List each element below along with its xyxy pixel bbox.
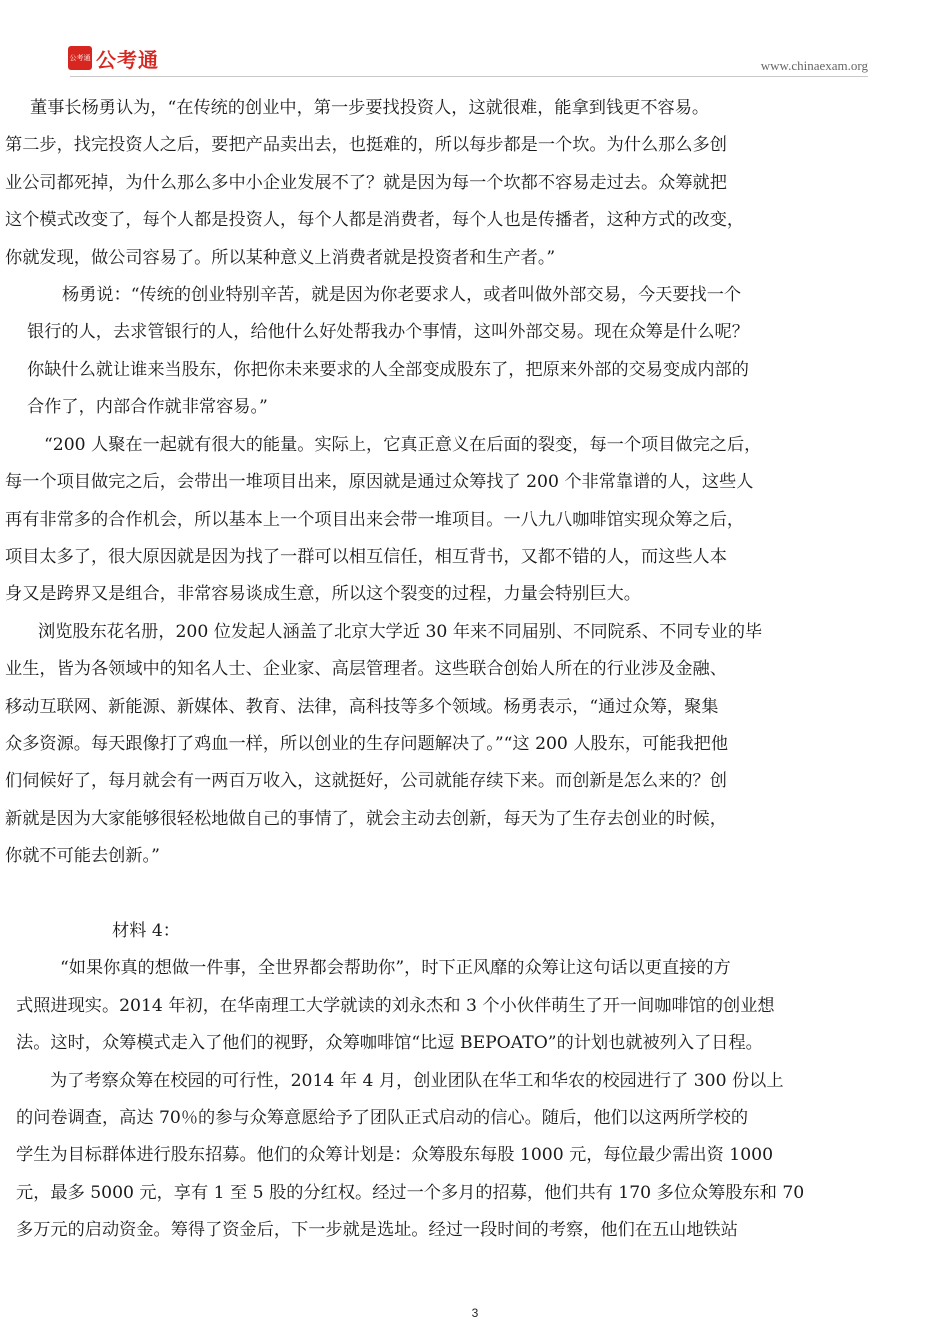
text-line: 这个模式改变了，每个人都是投资人，每个人都是消费者，每个人也是传播者，这种方式的改变， <box>5 210 745 230</box>
text-line: 银行的人，去求管银行的人，给他什么好处帮我办个事情，这叫外部交易。现在众筹是什么呢？ <box>27 322 749 342</box>
text-line: 法。这时，众筹模式走入了他们的视野，众筹咖啡馆“比逗 BEPOATO”的计划也就被列入了日程。 <box>16 1033 763 1053</box>
text-line: 的问卷调查，高达 70％的参与众筹意愿给予了团队正式启动的信心。随后，他们以这两所学校的 <box>16 1108 749 1128</box>
text-line: 多万元的启动资金。筹得了资金后，下一步就是选址。经过一段时间的考察，他们在五山地铁站 <box>16 1220 738 1240</box>
text-line: 身又是跨界又是组合，非常容易谈成生意，所以这个裂变的过程，力量会特别巨大。 <box>5 584 641 604</box>
text-line: 为了考察众筹在校园的可行性，2014 年 4 月，创业团队在华工和华农的校园进行了 300 份以上 <box>50 1071 784 1091</box>
text-line: 学生为目标群体进行股东招募。他们的众筹计划是：众筹股东每股 1000 元，每位最少需出资 1000 <box>16 1145 774 1165</box>
text-line: 你就不可能去创新。” <box>5 846 160 866</box>
text-line: 式照进现实。2014 年初，在华南理工大学就读的刘永杰和 3 个小伙伴萌生了开一间咖啡馆的创业想 <box>16 996 775 1016</box>
section-heading: 材料 4： <box>112 921 180 941</box>
text-line: 众多资源。每天跟像打了鸡血一样，所以创业的生存问题解决了。”“这 200 人股东，可能我把他 <box>5 734 729 754</box>
text-line: 再有非常多的合作机会，所以基本上一个项目出来会带一堆项目。一八九八咖啡馆实现众筹之后， <box>5 510 745 530</box>
text-line: 元，最多 5000 元，享有 1 至 5 股的分红权。经过一个多月的招募，他们共有 170 多位众筹股东和 70 <box>16 1183 805 1203</box>
text-line: 你缺什么就让谁来当股东，你把你未来要求的人全部变成股东了，把原来外部的交易变成内部的 <box>27 360 749 380</box>
logo-text: 公考通 <box>96 47 159 72</box>
header-divider <box>70 76 868 77</box>
text-line: 第二步，找完投资人之后，要把产品卖出去，也挺难的，所以每步都是一个坎。为什么那么多创 <box>5 135 727 155</box>
text-line: 合作了，内部合作就非常容易。” <box>27 397 268 417</box>
text-line: 每一个项目做完之后，会带出一堆项目出来，原因就是通过众筹找了 200 个非常靠谱的人，这些人 <box>5 472 754 492</box>
text-line: “200 人聚在一起就有很大的能量。实际上，它真正意义在后面的裂变，每一个项目做完之后， <box>44 435 762 455</box>
logo[interactable] <box>68 44 159 72</box>
page-header <box>0 0 950 80</box>
page-number: 3 <box>471 1306 479 1320</box>
text-line: 项目太多了，很大原因就是因为找了一群可以相互信任，相互背书，又都不错的人，而这些人本 <box>5 547 727 567</box>
text-line: “如果你真的想做一件事，全世界都会帮助你”，时下正风靡的众筹让这句话以更直接的方 <box>60 958 731 978</box>
text-line: 浏览股东花名册，200 位发起人涵盖了北京大学近 30 年来不同届别、不同院系、不同专业的毕 <box>38 622 763 642</box>
text-line: 你就发现，做公司容易了。所以某种意义上消费者就是投资者和生产者。” <box>5 248 556 268</box>
text-line: 董事长杨勇认为，“在传统的创业中，第一步要找投资人，这就很难，能拿到钱更不容易。 <box>30 98 710 118</box>
text-line: 们伺候好了，每月就会有一两百万收入，这就挺好，公司就能存续下来。而创新是怎么来的？创 <box>5 771 727 791</box>
text-line: 新就是因为大家能够很轻松地做自己的事情了，就会主动去创新，每天为了生存去创业的时候， <box>5 809 727 829</box>
text-line: 移动互联网、新能源、新媒体、教育、法律，高科技等多个领域。杨勇表示，“通过众筹，聚集 <box>5 697 719 717</box>
logo-badge: 公考通 <box>68 46 92 70</box>
site-url[interactable]: www.chinaexam.org <box>760 58 868 73</box>
text-line: 杨勇说：“传统的创业特别辛苦，就是因为你老要求人，或者叫做外部交易，今天要找一个 <box>62 285 742 305</box>
text-line: 业公司都死掉，为什么那么多中小企业发展不了？就是因为每一个坎都不容易走过去。众筹就把 <box>5 173 727 193</box>
text-line: 业生，皆为各领域中的知名人士、企业家、高层管理者。这些联合创始人所在的行业涉及金融、 <box>5 659 727 679</box>
